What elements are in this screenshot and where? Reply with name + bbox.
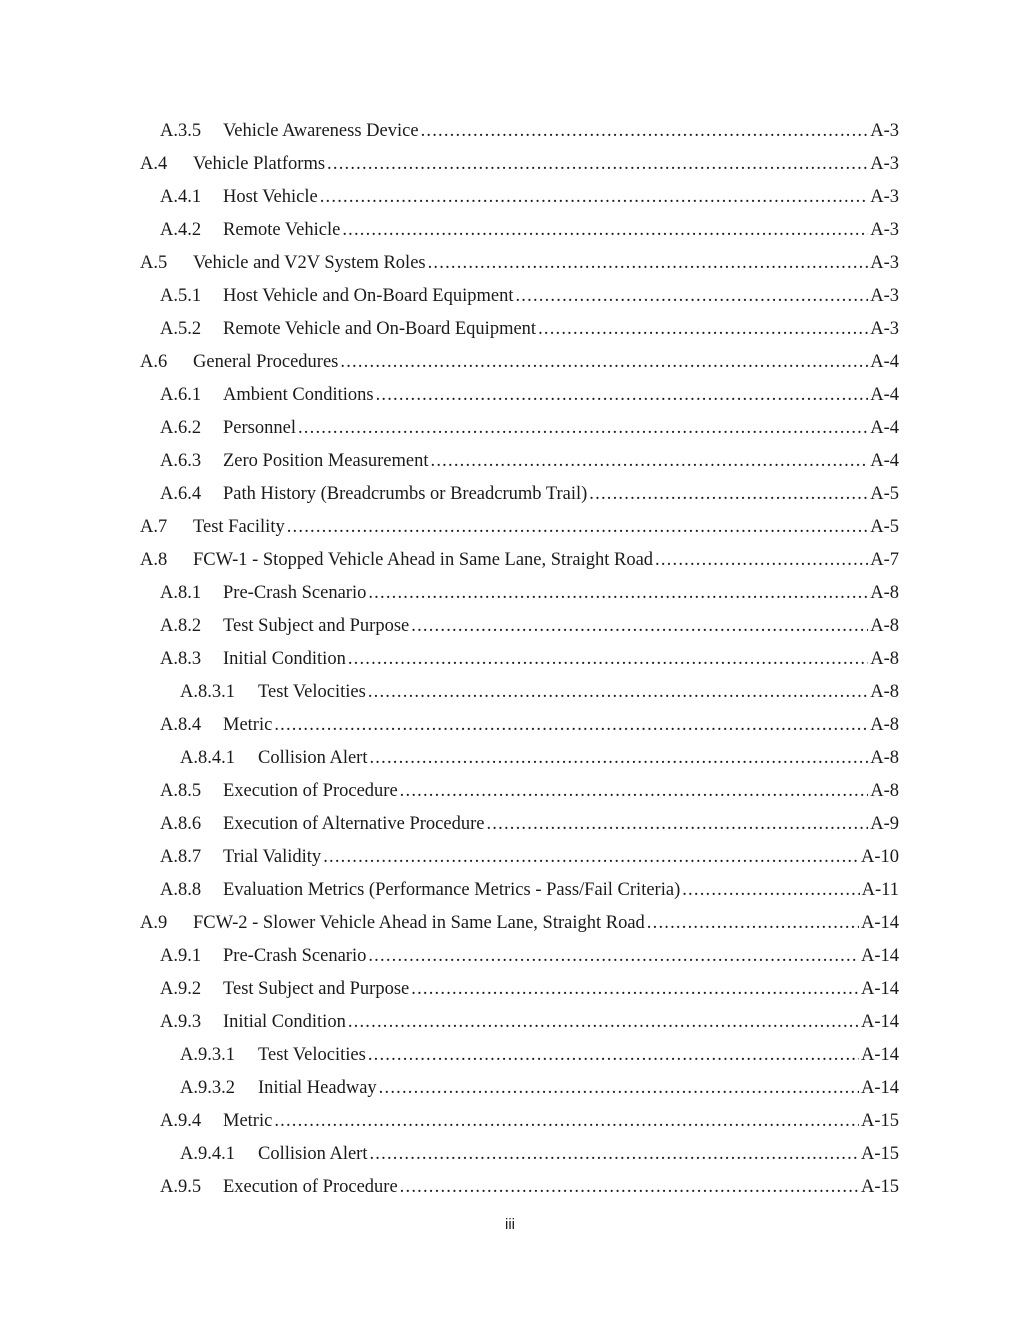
toc-entry-title: Test Subject and Purpose bbox=[223, 616, 410, 636]
toc-entry-title: Pre-Crash Scenario bbox=[223, 583, 367, 603]
toc-entry-page: A-3 bbox=[870, 319, 899, 339]
toc-entry-page: A-15 bbox=[860, 1177, 899, 1197]
toc-entry-page: A-3 bbox=[870, 253, 899, 273]
toc-entry-title: General Procedures bbox=[193, 352, 339, 372]
toc-entry-page: A-3 bbox=[870, 187, 899, 207]
toc-entry[interactable] bbox=[0, 1073, 1020, 1106]
toc-entry-page: A-15 bbox=[860, 1144, 899, 1164]
toc-entry[interactable] bbox=[0, 710, 1020, 743]
toc-entry-number: A.5.2 bbox=[160, 319, 202, 339]
toc-dot-leader bbox=[368, 677, 868, 707]
toc-dot-leader bbox=[369, 743, 868, 773]
toc-entry[interactable] bbox=[0, 1007, 1020, 1040]
toc-entry[interactable] bbox=[0, 1172, 1020, 1205]
toc-entry-number: A.3.5 bbox=[160, 121, 202, 141]
toc-entry[interactable] bbox=[0, 479, 1020, 512]
toc-dot-leader bbox=[411, 974, 859, 1004]
toc-entry-number: A.4.1 bbox=[160, 187, 202, 207]
toc-entry[interactable] bbox=[0, 776, 1020, 809]
toc-entry[interactable] bbox=[0, 446, 1020, 479]
toc-entry-number: A.4 bbox=[140, 154, 168, 174]
toc-entry[interactable] bbox=[0, 380, 1020, 413]
toc-dot-leader bbox=[421, 116, 869, 146]
toc-dot-leader bbox=[327, 149, 868, 179]
toc-entry[interactable] bbox=[0, 578, 1020, 611]
toc-entry-title: Execution of Procedure bbox=[223, 781, 398, 801]
toc-entry[interactable] bbox=[0, 974, 1020, 1007]
toc-entry-number: A.6.4 bbox=[160, 484, 202, 504]
toc-entry-page: A-4 bbox=[870, 418, 899, 438]
toc-dot-leader bbox=[348, 644, 868, 674]
toc-entry-page: A-14 bbox=[860, 979, 899, 999]
toc-dot-leader bbox=[320, 182, 869, 212]
toc-entry-number: A.9.1 bbox=[160, 946, 202, 966]
toc-entry-page: A-10 bbox=[860, 847, 899, 867]
toc-entry-number: A.6.3 bbox=[160, 451, 202, 471]
toc-dot-leader bbox=[368, 941, 859, 971]
toc-entry-page: A-3 bbox=[870, 220, 899, 240]
toc-entry-number: A.6.2 bbox=[160, 418, 202, 438]
toc-dot-leader bbox=[411, 611, 868, 641]
toc-entry-title: Test Subject and Purpose bbox=[223, 979, 410, 999]
toc-entry[interactable] bbox=[0, 941, 1020, 974]
table-of-contents bbox=[0, 116, 1020, 1205]
toc-dot-leader bbox=[274, 710, 868, 740]
toc-dot-leader bbox=[368, 578, 868, 608]
toc-entry-title: Test Velocities bbox=[258, 1045, 366, 1065]
toc-entry-page: A-14 bbox=[860, 913, 899, 933]
toc-entry-page: A-3 bbox=[870, 121, 899, 141]
toc-dot-leader bbox=[655, 545, 868, 575]
toc-entry[interactable] bbox=[0, 413, 1020, 446]
toc-entry-title: FCW-1 - Stopped Vehicle Ahead in Same Lane, Straight Road bbox=[193, 550, 654, 570]
toc-entry-page: A-15 bbox=[860, 1111, 899, 1131]
toc-entry[interactable] bbox=[0, 281, 1020, 314]
toc-entry-number: A.8.8 bbox=[160, 880, 202, 900]
toc-entry-number: A.8.4.1 bbox=[180, 748, 235, 768]
toc-entry-title: Collision Alert bbox=[258, 1144, 368, 1164]
toc-entry-page: A-4 bbox=[870, 451, 899, 471]
toc-entry-page: A-7 bbox=[870, 550, 899, 570]
toc-entry-page: A-14 bbox=[860, 1012, 899, 1032]
toc-entry-title: Trial Validity bbox=[223, 847, 322, 867]
toc-entry[interactable] bbox=[0, 545, 1020, 578]
toc-entry-title: Ambient Conditions bbox=[223, 385, 374, 405]
toc-entry-page: A-8 bbox=[870, 748, 899, 768]
toc-dot-leader bbox=[340, 347, 868, 377]
toc-entry-number: A.6.1 bbox=[160, 385, 202, 405]
toc-entry-title: Host Vehicle and On-Board Equipment bbox=[223, 286, 514, 306]
toc-entry-title: Collision Alert bbox=[258, 748, 368, 768]
toc-entry-page: A-3 bbox=[870, 286, 899, 306]
toc-dot-leader bbox=[431, 446, 869, 476]
toc-entry-title: Zero Position Measurement bbox=[223, 451, 429, 471]
toc-entry-number: A.9.4.1 bbox=[180, 1144, 235, 1164]
toc-entry-number: A.8.3 bbox=[160, 649, 202, 669]
toc-entry-number: A.9.5 bbox=[160, 1177, 202, 1197]
toc-dot-leader bbox=[379, 1073, 859, 1103]
toc-entry-title: Execution of Procedure bbox=[223, 1177, 398, 1197]
toc-entry-number: A.5 bbox=[140, 253, 168, 273]
toc-entry-title: Test Velocities bbox=[258, 682, 366, 702]
toc-entry-number: A.9.3.1 bbox=[180, 1045, 235, 1065]
toc-entry-title: Personnel bbox=[223, 418, 296, 438]
toc-entry-number: A.8.7 bbox=[160, 847, 202, 867]
toc-entry-title: Initial Condition bbox=[223, 1012, 346, 1032]
toc-dot-leader bbox=[369, 1139, 859, 1169]
toc-entry-number: A.9.2 bbox=[160, 979, 202, 999]
toc-entry-page: A-8 bbox=[870, 616, 899, 636]
toc-dot-leader bbox=[682, 875, 859, 905]
toc-entry[interactable] bbox=[0, 1106, 1020, 1139]
page-number: iii bbox=[505, 1216, 515, 1233]
toc-entry[interactable] bbox=[0, 149, 1020, 182]
toc-entry-number: A.8.1 bbox=[160, 583, 202, 603]
toc-entry-number: A.9.4 bbox=[160, 1111, 202, 1131]
toc-entry-number: A.8.4 bbox=[160, 715, 202, 735]
toc-entry-number: A.9.3.2 bbox=[180, 1078, 235, 1098]
toc-entry-number: A.8.5 bbox=[160, 781, 202, 801]
toc-entry[interactable] bbox=[0, 512, 1020, 545]
toc-dot-leader bbox=[323, 842, 859, 872]
toc-entry-title: Metric bbox=[223, 715, 273, 735]
toc-entry-title: Initial Condition bbox=[223, 649, 346, 669]
toc-entry-title: FCW-2 - Slower Vehicle Ahead in Same Lane, Straight Road bbox=[193, 913, 645, 933]
toc-entry-page: A-4 bbox=[870, 352, 899, 372]
toc-entry[interactable] bbox=[0, 611, 1020, 644]
toc-dot-leader bbox=[342, 215, 868, 245]
toc-entry-page: A-4 bbox=[870, 385, 899, 405]
toc-entry[interactable] bbox=[0, 842, 1020, 875]
toc-entry-page: A-9 bbox=[870, 814, 899, 834]
toc-entry-page: A-14 bbox=[860, 1045, 899, 1065]
toc-entry-title: Vehicle and V2V System Roles bbox=[193, 253, 426, 273]
toc-entry[interactable] bbox=[0, 875, 1020, 908]
toc-entry-title: Host Vehicle bbox=[223, 187, 318, 207]
toc-entry-number: A.5.1 bbox=[160, 286, 202, 306]
toc-dot-leader bbox=[400, 1172, 859, 1202]
toc-entry[interactable] bbox=[0, 743, 1020, 776]
toc-entry-page: A-8 bbox=[870, 682, 899, 702]
toc-dot-leader bbox=[348, 1007, 859, 1037]
toc-entry[interactable] bbox=[0, 314, 1020, 347]
toc-entry-title: Pre-Crash Scenario bbox=[223, 946, 367, 966]
toc-dot-leader bbox=[647, 908, 859, 938]
toc-entry-title: Metric bbox=[223, 1111, 273, 1131]
toc-entry-page: A-5 bbox=[870, 484, 899, 504]
toc-dot-leader bbox=[538, 314, 868, 344]
toc-entry-title: Remote Vehicle bbox=[223, 220, 341, 240]
toc-entry[interactable] bbox=[0, 215, 1020, 248]
toc-entry-title: Vehicle Awareness Device bbox=[223, 121, 419, 141]
toc-entry[interactable] bbox=[0, 1139, 1020, 1172]
toc-entry-page: A-8 bbox=[870, 715, 899, 735]
toc-entry-page: A-14 bbox=[860, 1078, 899, 1098]
toc-entry-page: A-8 bbox=[870, 649, 899, 669]
toc-entry[interactable] bbox=[0, 347, 1020, 380]
toc-entry[interactable] bbox=[0, 116, 1020, 149]
toc-dot-leader bbox=[515, 281, 868, 311]
toc-entry-number: A.7 bbox=[140, 517, 168, 537]
toc-dot-leader bbox=[486, 809, 868, 839]
toc-dot-leader bbox=[400, 776, 869, 806]
toc-entry[interactable] bbox=[0, 908, 1020, 941]
toc-entry-page: A-11 bbox=[861, 880, 899, 900]
toc-dot-leader bbox=[428, 248, 869, 278]
toc-entry[interactable] bbox=[0, 248, 1020, 281]
toc-entry-title: Evaluation Metrics (Performance Metrics - Pass/Fail Criteria) bbox=[223, 880, 681, 900]
toc-entry-title: Remote Vehicle and On-Board Equipment bbox=[223, 319, 537, 339]
toc-entry-title: Execution of Alternative Procedure bbox=[223, 814, 485, 834]
toc-entry-page: A-8 bbox=[870, 781, 899, 801]
toc-entry-title: Initial Headway bbox=[258, 1078, 377, 1098]
toc-dot-leader bbox=[287, 512, 869, 542]
toc-entry-number: A.8.3.1 bbox=[180, 682, 235, 702]
toc-entry-number: A.8.2 bbox=[160, 616, 202, 636]
toc-entry-title: Path History (Breadcrumbs or Breadcrumb Trail) bbox=[223, 484, 588, 504]
toc-dot-leader bbox=[368, 1040, 859, 1070]
toc-entry-number: A.4.2 bbox=[160, 220, 202, 240]
toc-entry-number: A.9.3 bbox=[160, 1012, 202, 1032]
toc-dot-leader bbox=[589, 479, 868, 509]
toc-dot-leader bbox=[376, 380, 869, 410]
toc-entry[interactable] bbox=[0, 677, 1020, 710]
toc-entry-page: A-5 bbox=[870, 517, 899, 537]
toc-entry-page: A-8 bbox=[870, 583, 899, 603]
toc-entry-title: Test Facility bbox=[193, 517, 285, 537]
toc-entry-number: A.8.6 bbox=[160, 814, 202, 834]
toc-entry[interactable] bbox=[0, 1040, 1020, 1073]
toc-entry-title: Vehicle Platforms bbox=[193, 154, 326, 174]
toc-entry-page: A-14 bbox=[860, 946, 899, 966]
toc-entry-page: A-3 bbox=[870, 154, 899, 174]
toc-entry-number: A.6 bbox=[140, 352, 168, 372]
toc-dot-leader bbox=[274, 1106, 859, 1136]
toc-entry-number: A.8 bbox=[140, 550, 168, 570]
toc-entry[interactable] bbox=[0, 182, 1020, 215]
toc-dot-leader bbox=[298, 413, 868, 443]
toc-entry-number: A.9 bbox=[140, 913, 168, 933]
toc-entry[interactable] bbox=[0, 644, 1020, 677]
toc-entry[interactable] bbox=[0, 809, 1020, 842]
